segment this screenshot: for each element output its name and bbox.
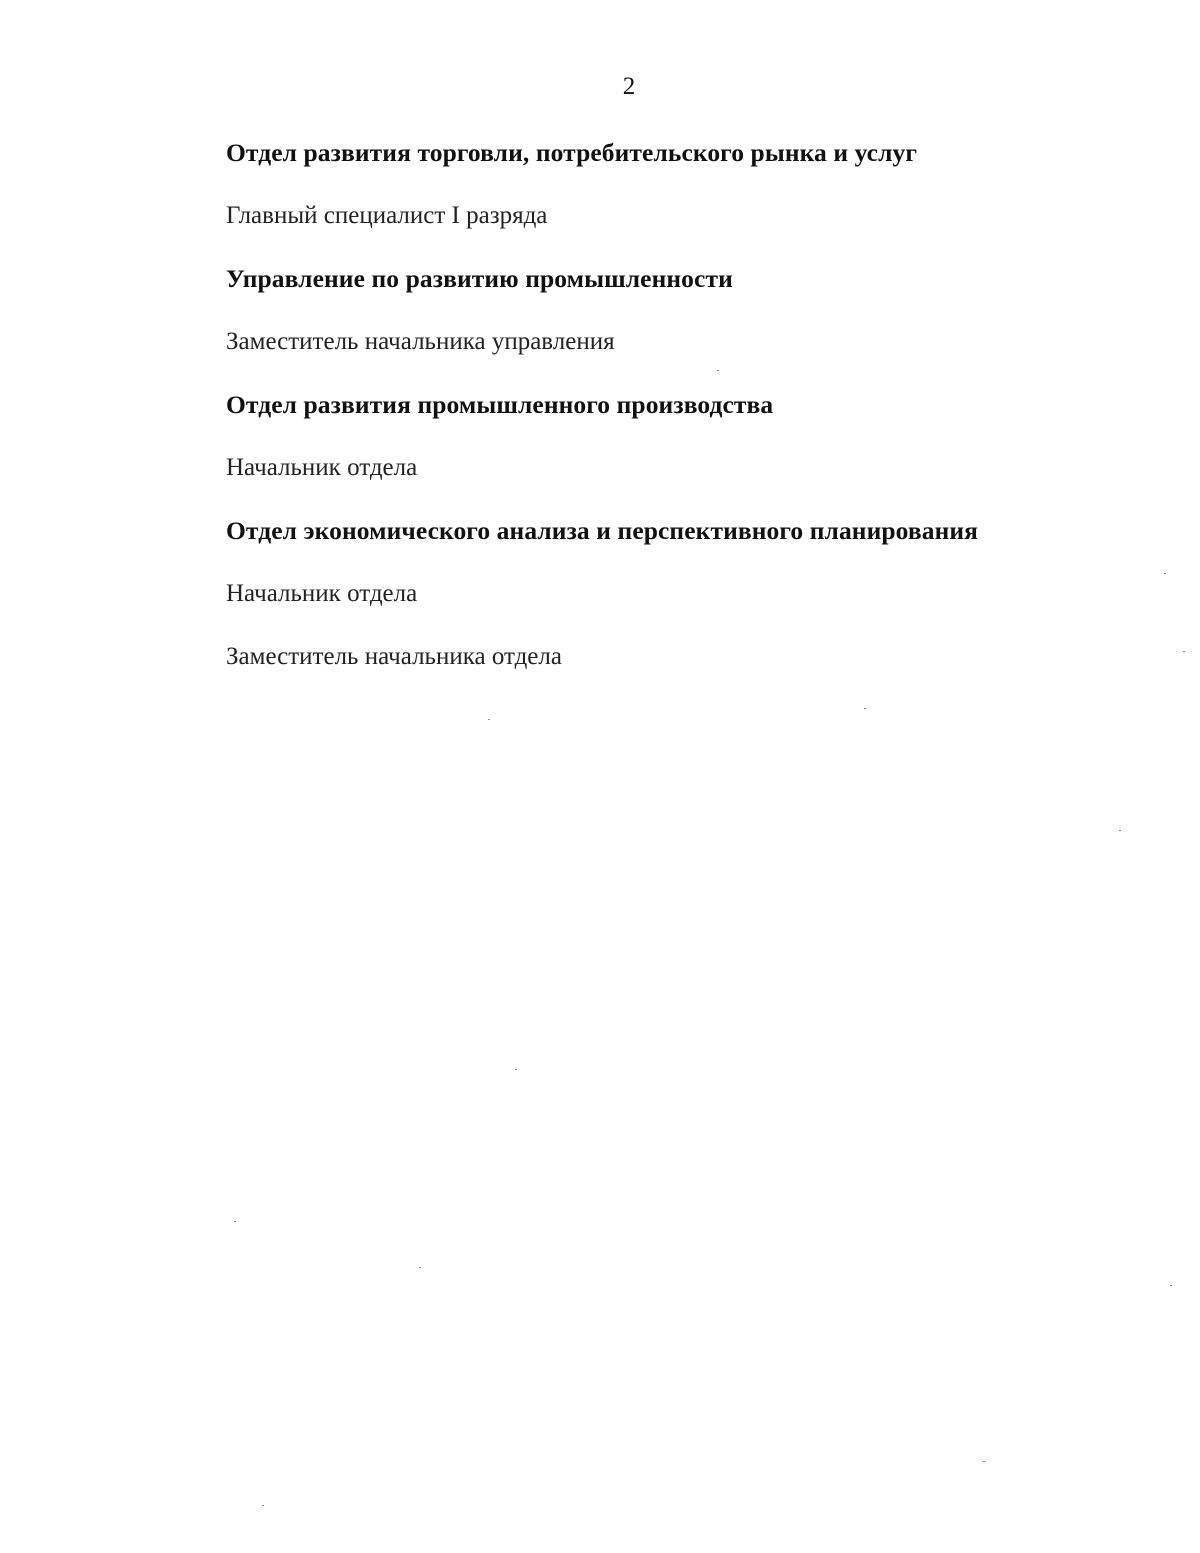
position-title: Заместитель начальника управления: [226, 328, 615, 355]
scan-speck: [515, 1069, 517, 1070]
scan-speck: [1119, 830, 1121, 831]
scan-speck: [717, 370, 719, 371]
department-heading: Отдел развития торговли, потребительского рынка и услуг: [226, 138, 918, 167]
scan-speck: [1170, 1285, 1172, 1286]
page-number: 2: [622, 73, 636, 100]
scan-speck: [1183, 651, 1185, 652]
scan-speck: [1164, 573, 1166, 574]
position-title: Начальник отдела: [226, 454, 418, 481]
department-heading: Управление по развитию промышленности: [226, 264, 733, 293]
scan-speck: [419, 1267, 421, 1268]
position-title: Заместитель начальника отдела: [226, 643, 562, 670]
position-title: Начальник отдела: [226, 580, 418, 607]
department-heading: Отдел экономического анализа и перспективного планирования: [226, 516, 979, 545]
scan-speck: [262, 1505, 264, 1506]
scan-speck: [983, 1461, 985, 1462]
department-heading: Отдел развития промышленного производства: [226, 390, 774, 419]
position-title: Главный специалист I разряда: [226, 202, 548, 229]
document-body: [226, 133, 1126, 677]
scan-speck: [488, 719, 490, 720]
scan-speck: [864, 708, 866, 709]
scan-speck: [234, 1221, 236, 1222]
